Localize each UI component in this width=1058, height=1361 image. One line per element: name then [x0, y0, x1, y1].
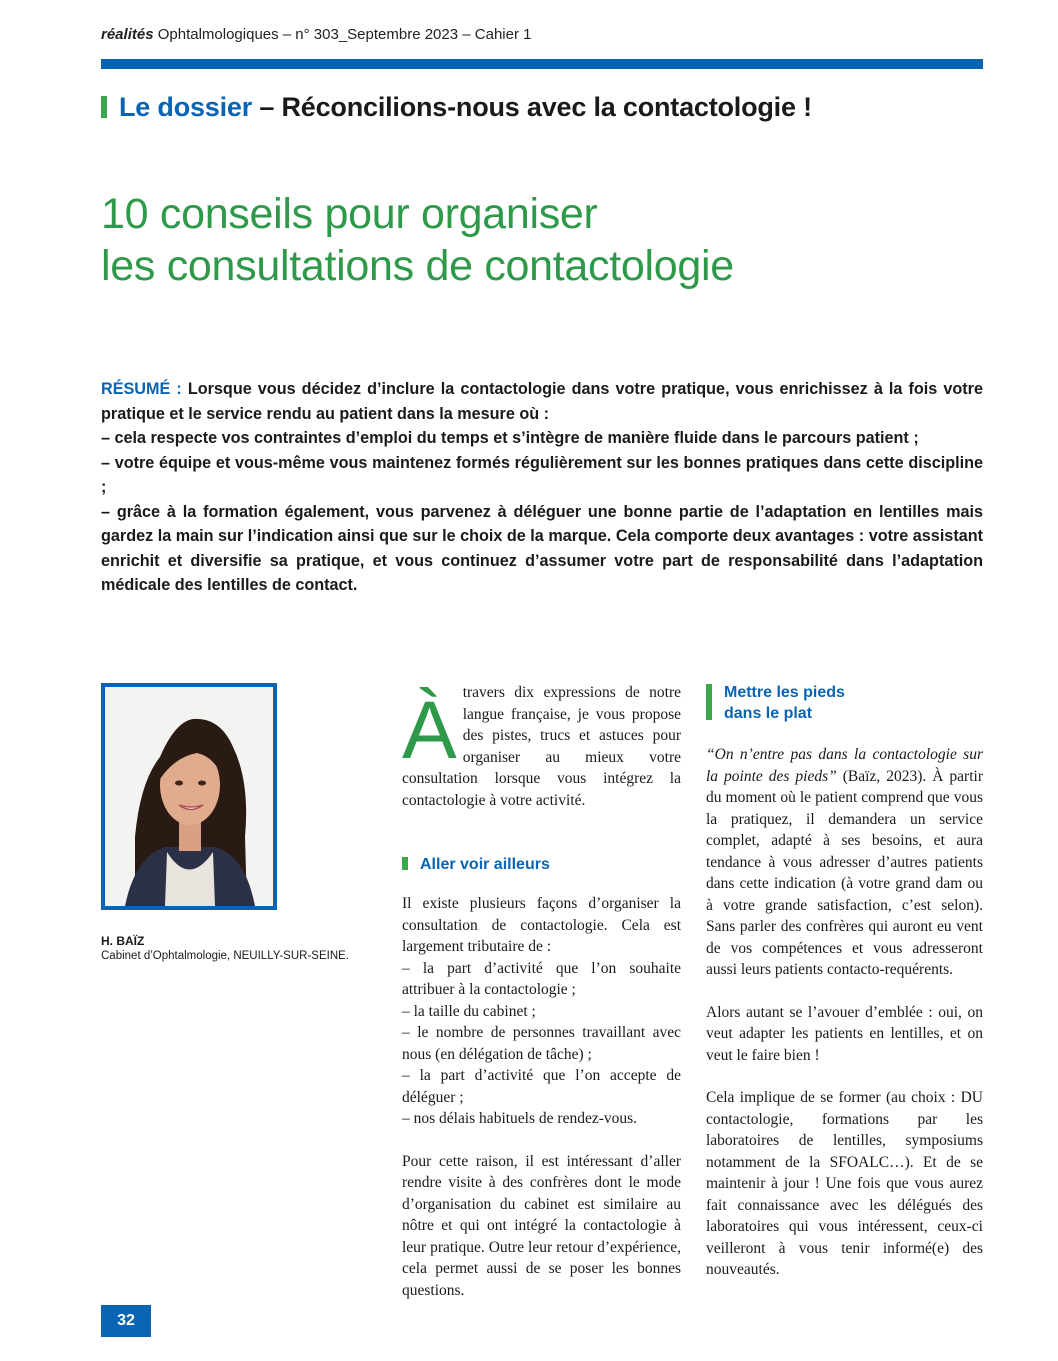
intro-text: travers dix expressions de notre langue française, je vous propose des pistes, trucs et astuces pour organiser au mieux votre consultation lorsque vous intégrez la contactologie à votre activité. — [402, 684, 681, 809]
list-item: – la part d’activité que l’on accepte de déléguer ; — [402, 1067, 681, 1106]
author-photo — [101, 683, 277, 910]
list-item: – le nombre de personnes travaillant avec nous (en délégation de tâche) ; — [402, 1024, 681, 1063]
section-heading-mettre-les-pieds — [706, 682, 983, 724]
heading-marker — [706, 684, 712, 720]
page-number: 32 — [101, 1305, 151, 1337]
list-item: – la part d’activité que l’on souhaite attribuer à la contactologie ; — [402, 959, 681, 998]
heading-text: Aller voir ailleurs — [420, 856, 550, 873]
heading-line-2: dans le plat — [724, 705, 813, 722]
column-right — [706, 682, 983, 1281]
abstract-intro-text: Lorsque vous décidez d’inclure la contactologie dans votre pratique, vous enrichissez à la fois votre pratique et le service rendu au patient dans la mesure où : — [101, 380, 983, 423]
section-heading-aller-voir-ailleurs — [402, 854, 681, 875]
abstract-item: – grâce à la formation également, vous parvenez à déléguer une bonne partie de l’adaptation en lentilles mais gardez la main sur l’indication ainsi que sur le choix de la marque. Cela comporte deux avantages : votre assistant enrichit et diversifie sa pratique, et vous continuez d’assumer votre part de responsabilité dans l’adaptation médicale des lentilles de contact. — [101, 502, 983, 594]
paragraph-text: (Baïz, 2023). À partir du moment où le patient comprend que vous la pratiquez, il demandera un service complet, adapté à ses besoins, et aura tendance à vous adresser d’autres patients dans cette indication (à votre grand dam ou à votre grande satisfaction, c’est selon). Sans parler des confrères qui auront eu vent de vos compétences et vous adresseront aussi leurs patients contacto-requérents. — [706, 767, 983, 978]
dossier-title: – Réconcilions-nous avec la contactologie ! — [252, 92, 812, 122]
drop-cap: À — [402, 685, 457, 776]
author-name: H. BAÏZ — [101, 934, 145, 948]
paragraph: Il existe plusieurs façons d’organiser la consultation de contactologie. Cela est largement tributaire de : — [402, 895, 681, 955]
paragraph: Alors autant se l’avouer d’emblée : oui, on veut adapter les patients en lentilles, et on veut le faire bien ! — [706, 1003, 983, 1064]
paragraph: Cela implique de se former (au choix : DU contactologie, formations par les laboratoires de lentilles, symposiums notamment de la SFOALC…). Et de se maintenir à jour ! Une fois que vous aurez fait connaissance avec les délégués des laboratoires qui vous intéressent, ceux-ci veilleront à vous tenir informé(e) des nouveautés. — [706, 1089, 983, 1278]
running-head — [101, 26, 531, 43]
journal-brand: réalités — [101, 26, 154, 43]
intro-paragraph — [402, 682, 681, 811]
heading-marker — [402, 857, 408, 870]
header-rule — [101, 59, 983, 69]
title-line-1: 10 conseils pour organiser — [101, 190, 598, 238]
paragraph: Pour cette raison, il est intéressant d’aller rendre visite à des confrères dont le mode d’organisation du cabinet est similaire au nôtre et qui ont intégré la contactologie à leur pratique. Outre leur retour d’expérience, cela permet aussi de se poser les bonnes questions. — [402, 1152, 681, 1299]
column-middle — [402, 682, 681, 1301]
title-line-2: les consultations de contactologie — [101, 242, 734, 290]
journal-issue: Ophtalmologiques – n° 303_Septembre 2023 – Cahier 1 — [153, 26, 532, 43]
abstract — [101, 377, 983, 598]
heading-line-1: Mettre les pieds — [724, 684, 845, 701]
paragraph — [706, 744, 983, 981]
dossier-heading — [101, 92, 812, 123]
abstract-item: – cela respecte vos contraintes d’emploi du temps et s’intègre de manière fluide dans le parcours patient ; — [101, 429, 919, 447]
abstract-label: RÉSUMÉ : — [101, 380, 182, 398]
quote: “On n’entre pas dans la contactologie sur la pointe des pieds” — [706, 746, 983, 785]
section-marker — [101, 96, 107, 118]
list-item: – nos délais habituels de rendez-vous. — [402, 1110, 638, 1127]
list-item: – la taille du cabinet ; — [402, 1002, 536, 1020]
abstract-intro — [101, 377, 983, 426]
dossier-label: Le dossier — [119, 92, 253, 122]
author-portrait-image — [105, 687, 273, 906]
author-affiliation: Cabinet d’Ophtalmologie, NEUILLY-SUR-SEINE. — [101, 950, 350, 962]
abstract-item: – votre équipe et vous-même vous maintenez formés régulièrement sur les bonnes pratiques dans cette discipline ; — [101, 453, 983, 496]
article-title — [101, 188, 734, 292]
